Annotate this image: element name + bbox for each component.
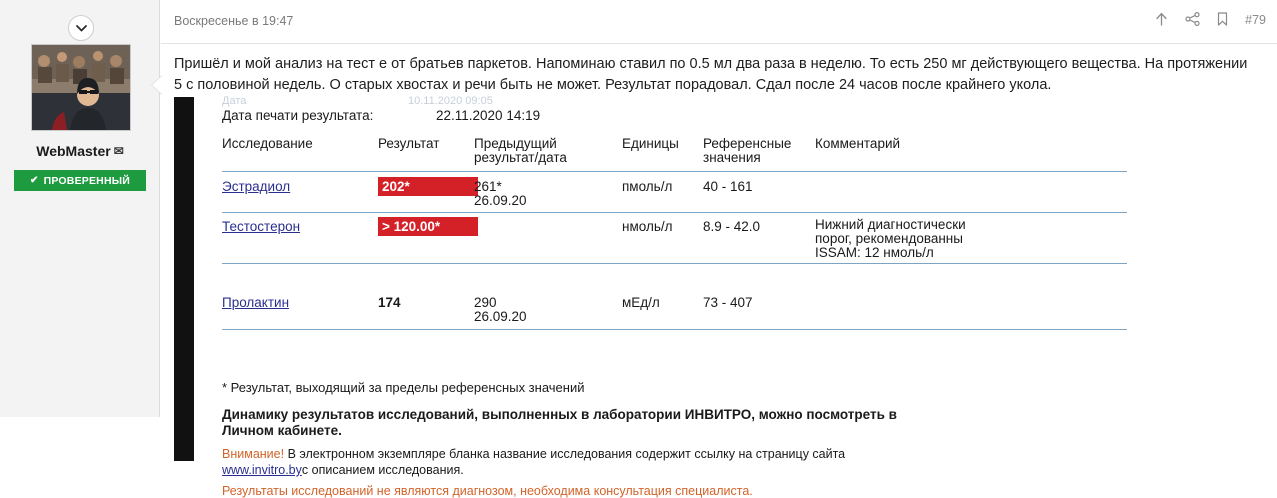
chevron-down-icon bbox=[76, 25, 87, 32]
status-badge-label: ПРОВЕРЕННЫЙ bbox=[43, 174, 130, 187]
note-attention-word: Внимание! bbox=[222, 447, 285, 461]
row-1-study: Эстрадиол bbox=[222, 179, 291, 194]
row-2-comment-2: порог, рекомендованны bbox=[815, 231, 963, 246]
status-badge bbox=[14, 170, 146, 191]
row-3-result: 174 bbox=[378, 295, 401, 310]
note-dynamics-line1: Динамику результатов исследований, выполненных в лаборатории ИНВИТРО, можно посмотреть в bbox=[222, 407, 897, 422]
author-name-text: WebMaster bbox=[36, 143, 111, 159]
report-content bbox=[194, 95, 1259, 498]
lab-report-image[interactable] bbox=[174, 95, 1259, 498]
row-2-reference: 8.9 - 42.0 bbox=[703, 219, 761, 234]
bubble-arrow bbox=[152, 76, 162, 94]
row-2-study: Тестостерон bbox=[222, 219, 301, 234]
note-warning: Результаты исследований не являются диагнозом, необходима консультация специалиста. bbox=[222, 484, 753, 498]
note-out-of-range: * Результат, выходящий за пределы референсных значений bbox=[222, 380, 585, 395]
report-left-bar bbox=[174, 97, 194, 461]
table-rule-top bbox=[222, 171, 1127, 172]
post-tools bbox=[1155, 12, 1266, 28]
row-1-units: пмоль/л bbox=[622, 179, 673, 194]
report-faded-row bbox=[222, 97, 702, 107]
row-2-comment-1: Нижний диагностически bbox=[815, 217, 966, 232]
col-header-reference-2: значения bbox=[703, 150, 761, 165]
col-header-result: Результат bbox=[378, 136, 440, 151]
row-1-result: 202* bbox=[378, 177, 478, 196]
bookmark-icon[interactable] bbox=[1217, 12, 1228, 28]
share-nodes-icon bbox=[1185, 12, 1200, 26]
print-date-value: 22.11.2020 14:19 bbox=[436, 108, 541, 123]
col-header-study: Исследование bbox=[222, 136, 313, 151]
col-header-previous: Предыдущий bbox=[474, 136, 557, 151]
post-date: Воскресенье в 19:47 bbox=[174, 14, 294, 28]
col-header-comment: Комментарий bbox=[815, 136, 901, 151]
row-3-study: Пролактин bbox=[222, 295, 290, 310]
table-rule-3 bbox=[222, 329, 1127, 330]
row-3-units: мЕд/л bbox=[622, 295, 660, 310]
row-1-reference: 40 - 161 bbox=[703, 179, 753, 194]
faded-cell-1: Дата bbox=[222, 95, 247, 107]
post-number[interactable]: #79 bbox=[1245, 13, 1266, 27]
row-1-result-wrap bbox=[378, 177, 478, 196]
invitro-link[interactable]: www.invitro.by bbox=[222, 463, 302, 477]
table-rule-2 bbox=[222, 263, 1127, 264]
row-2-result-wrap bbox=[378, 217, 478, 236]
note-attention-rest: В электронном экземпляре бланка название исследования содержит ссылку на страницу сайта bbox=[284, 447, 846, 461]
post-text: Пришёл и мой анализ на тест е от братьев паркетов. Напоминаю ставил по 0.5 мл два раза в неделю. То есть 250 мг действующего вещества. На протяжении 5 с половиной недель. О старых хвостах и речи быть не может. Результат порадовал. Сдал после 24 часов после крайнего укола. bbox=[174, 56, 1248, 93]
col-header-units: Единицы bbox=[622, 136, 679, 151]
avatar[interactable] bbox=[31, 44, 131, 131]
arrow-up-icon bbox=[1155, 12, 1168, 26]
col-header-reference: Референсные bbox=[703, 136, 792, 151]
row-2-result: > 120.00* bbox=[378, 217, 478, 236]
row-3-previous-date: 26.09.20 bbox=[474, 309, 527, 324]
post-header bbox=[161, 0, 1277, 44]
author-name[interactable] bbox=[0, 143, 160, 159]
avatar-image bbox=[32, 45, 130, 130]
collapse-post-button[interactable] bbox=[68, 15, 94, 41]
row-1-previous: 261* bbox=[474, 179, 502, 194]
check-icon: ✔ bbox=[30, 175, 39, 186]
note-dynamics bbox=[222, 407, 1122, 439]
row-3-previous: 290 bbox=[474, 295, 497, 310]
note-attention-tail: c описанием исследования. bbox=[301, 463, 464, 477]
row-1-previous-date: 26.09.20 bbox=[474, 193, 527, 208]
note-attention bbox=[222, 446, 1122, 478]
col-header-previous-2: результат/дата bbox=[474, 150, 567, 165]
row-2-units: нмоль/л bbox=[622, 219, 673, 234]
row-3-reference: 73 - 407 bbox=[703, 295, 753, 310]
share-icon[interactable] bbox=[1185, 12, 1200, 28]
faded-cell-2: 10.11.2020 09:05 bbox=[408, 95, 493, 107]
bookmark-flag-icon bbox=[1217, 12, 1228, 26]
envelope-icon: ✉ bbox=[113, 144, 124, 158]
print-date-label: Дата печати результата: bbox=[222, 108, 374, 123]
table-rule-1 bbox=[222, 212, 1127, 213]
row-2-comment-3: ISSAM: 12 нмоль/л bbox=[815, 245, 934, 260]
author-column bbox=[0, 0, 160, 417]
share-up-icon[interactable] bbox=[1155, 12, 1168, 28]
note-dynamics-line2: Личном кабинете. bbox=[222, 423, 342, 438]
post-body bbox=[161, 44, 1277, 498]
